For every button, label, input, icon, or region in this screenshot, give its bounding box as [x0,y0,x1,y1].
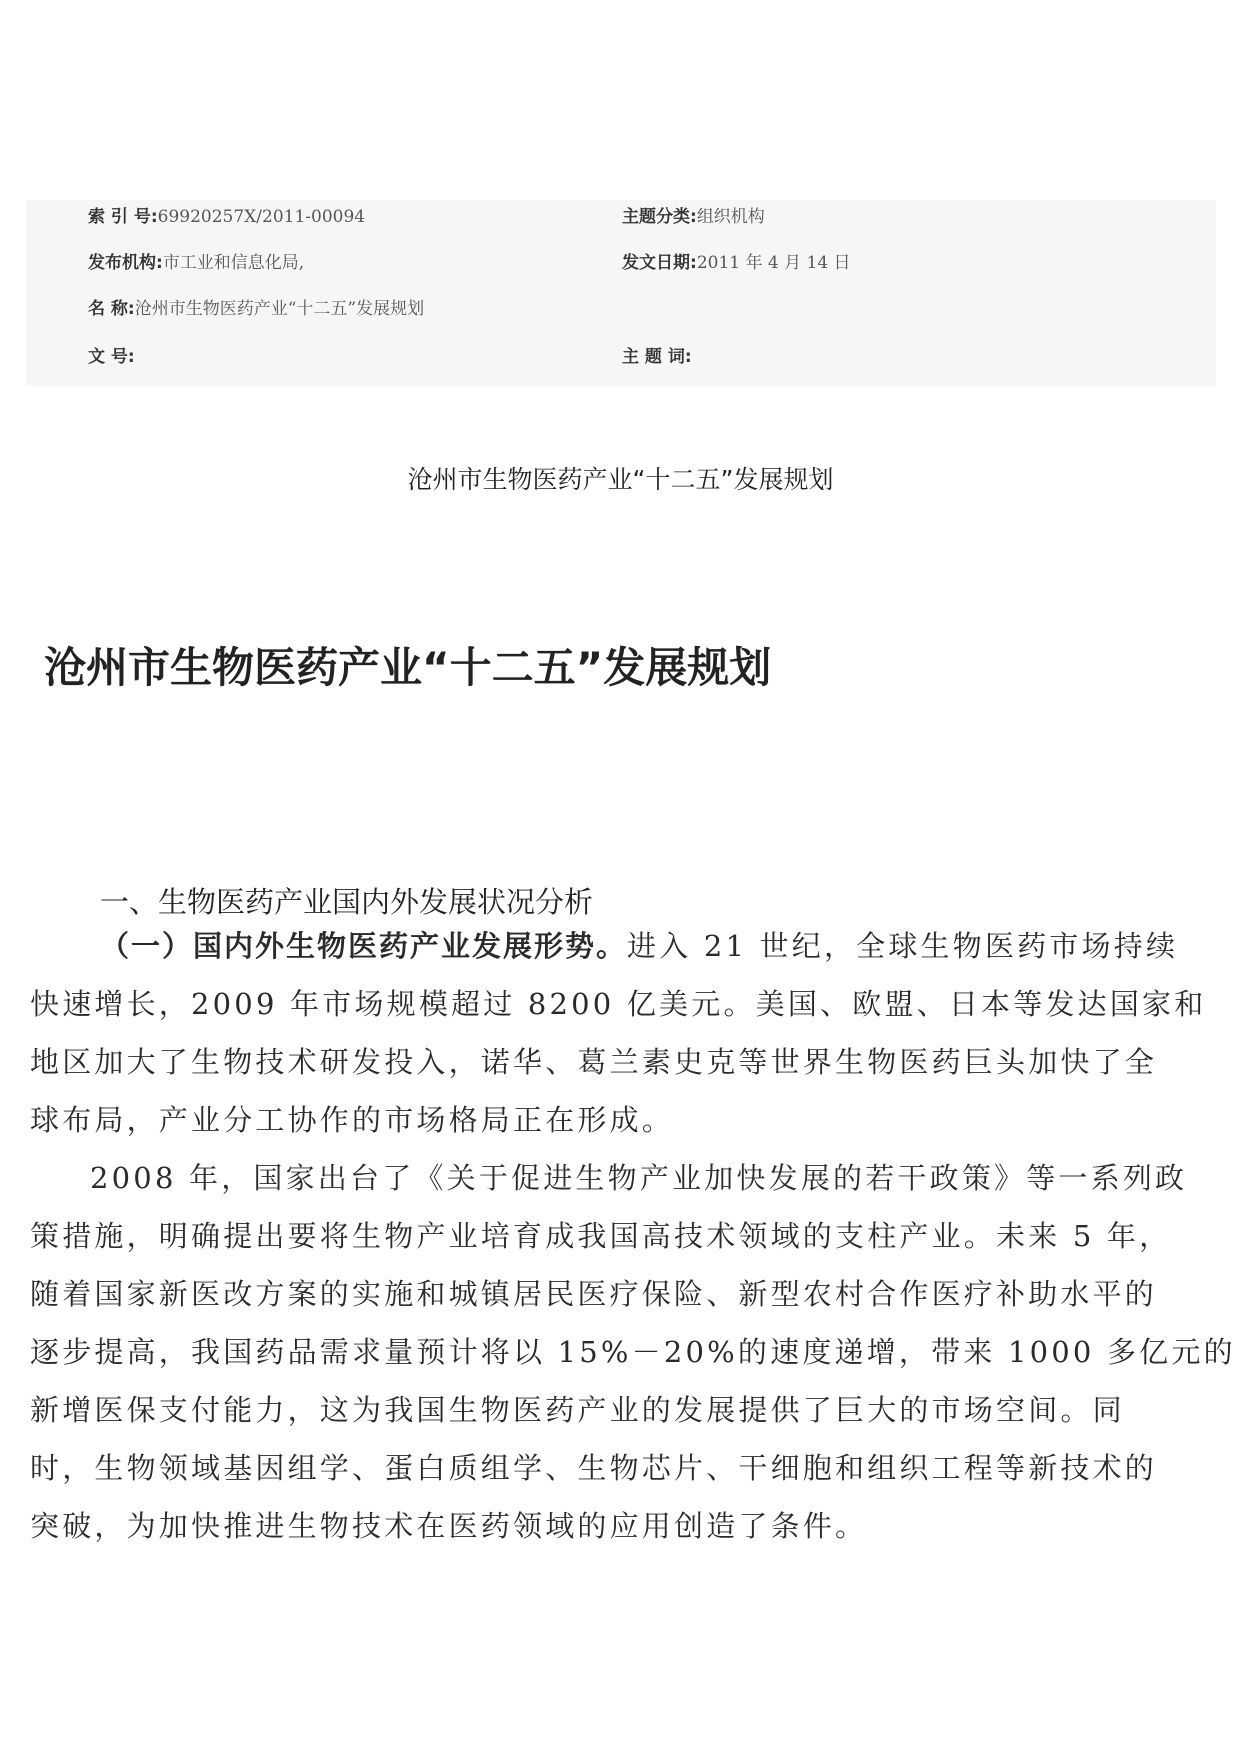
paragraph-2-line: 突破，为加快推进生物技术在医药领域的应用创造了条件。 [30,1509,868,1543]
paragraph-1-first-line [100,926,1241,966]
document-metadata-panel [26,200,1216,386]
date-value: 2011 年 4 月 14 日 [696,253,851,273]
name-value: 沧州市生物医药产业“十二五”发展规划 [134,299,425,319]
paragraph-1-first-line-text: 进入 21 世纪，全球生物医药市场持续 [627,929,1179,963]
name-label: 名 称: [88,299,135,319]
category-label: 主题分类: [622,207,697,227]
document-title: 沧州市生物医药产业“十二五”发展规划 [44,643,772,692]
paragraph-2-line: 逐步提高，我国药品需求量预计将以 15%－20%的速度递增，带来 1000 多亿元的 [30,1335,1236,1369]
date-row [622,248,851,273]
index-number-value: 69920257X/2011-00094 [157,207,366,227]
document-subtitle: 沧州市生物医药产业“十二五”发展规划 [407,465,834,494]
publisher-label: 发布机构: [88,253,163,273]
date-label: 发文日期: [622,253,697,273]
keywords-row [622,342,692,367]
paragraph-2-line: 策措施，明确提出要将生物产业培育成我国高技术领域的支柱产业。未来 5 年， [30,1219,1172,1253]
publisher-row [88,248,304,273]
index-number-row [88,202,365,227]
paragraph-2-line: 2008 年，国家出台了《关于促进生物产业加快发展的若干政策》等一系列政 [90,1161,1188,1195]
category-value: 组织机构 [696,207,765,227]
paragraph-1-line: 地区加大了生物技术研发投入，诺华、葛兰素史克等世界生物医药巨头加快了全 [30,1045,1158,1079]
index-number-label: 索 引 号: [88,207,158,227]
paragraph-2-line: 时，生物领域基因组学、蛋白质组学、生物芯片、干细胞和组织工程等新技术的 [30,1451,1158,1485]
paragraph-2-line: 新增医保支付能力，这为我国生物医药产业的发展提供了巨大的市场空间。同 [30,1393,1125,1427]
paragraph-1-lead: （一）国内外生物医药产业发展形势。 [100,929,628,963]
doc-number-row [88,342,135,367]
publisher-value: 市工业和信息化局, [162,253,305,273]
keywords-label: 主 题 词: [622,347,692,367]
paragraph-2-line: 随着国家新医改方案的实施和城镇居民医疗保险、新型农村合作医疗补助水平的 [30,1277,1158,1311]
section-heading: 一、生物医药产业国内外发展状况分析 [100,885,594,919]
doc-number-label: 文 号: [88,347,135,367]
category-row [622,202,765,227]
paragraph-1-line: 快速增长，2009 年市场规模超过 8200 亿美元。美国、欧盟、日本等发达国家和 [30,987,1207,1021]
name-row [88,294,424,319]
paragraph-1-line: 球布局，产业分工协作的市场格局正在形成。 [30,1103,675,1137]
